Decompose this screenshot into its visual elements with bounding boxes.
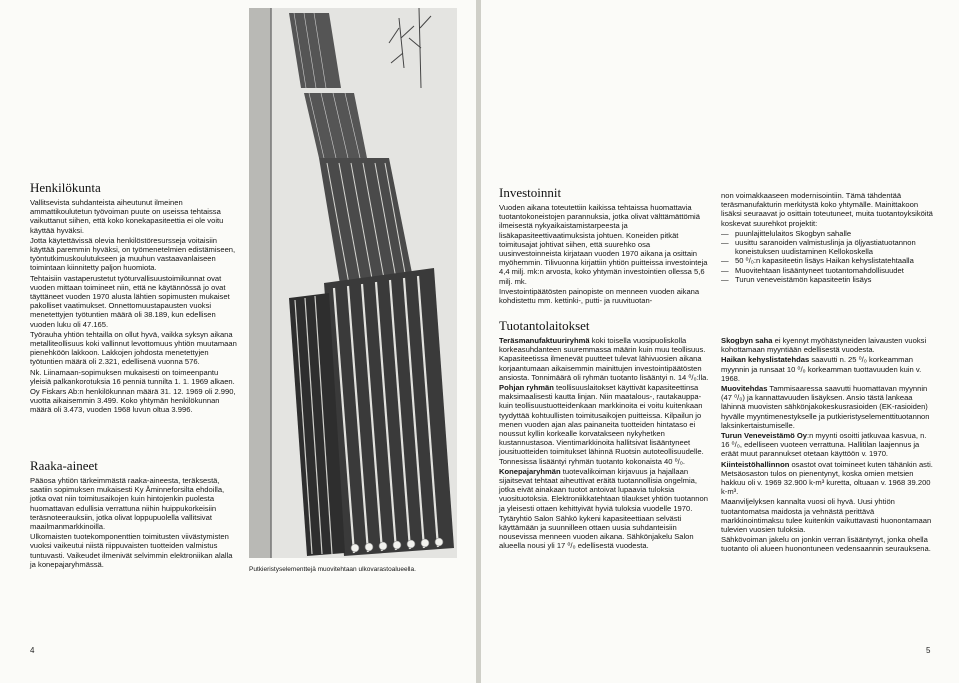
pipe-yard-photo xyxy=(249,8,457,558)
investoinnit-text-col-b xyxy=(721,191,936,284)
lead-term: Pohjan ryhmän xyxy=(499,383,554,393)
section-title-investoinnit: Investoinnit xyxy=(499,185,562,200)
lead-term: Skogbyn saha xyxy=(721,336,773,345)
paragraph xyxy=(721,431,936,459)
tuotantolaitokset-text-col-b xyxy=(721,336,936,555)
paragraph: Vallitsevista suhdanteista aiheutunut ilmeinen ammattikoulutetun työvoiman puute on useissa tehtaissa vaikuttanut siihen, että koko konekapasiteettia ei ole voitu käyttää hyväksi. xyxy=(30,198,224,235)
left-page xyxy=(0,0,477,683)
section-title-tuotantolaitokset: Tuotantolaitokset xyxy=(499,318,590,333)
investoinnit-text-col-a xyxy=(499,203,714,306)
paragraph-text: teollisuuslaitokset käyttivät kapasiteettinsa maksimaalisesti kautta linjan. Niin maatalous-, rautakauppa- kuin teollisuustuotteidenkaan markkinoita ei voitu kuitenkaan tyydyttää kohtuullisten toimitusaikojen puitteissa. Kilpailun jo menen vuoden ajan alas painaneita tuotteiden hintataso ei noussut kyllin korkealle korvatakseen nykyhetken kustannustasoa. Vientimarkkinoita hallitsivat lisääntyneet jousituotteiden toimitukset lähinnä Ruotsin autoteollisuudelle. Tonnesissa lisääntyi ryhmän tuotanto kokonaista 40 ⁰/₀. xyxy=(499,383,704,466)
paragraph: Jotta käytettävissä olevia henkilöstöresursseja voitaisiin käyttää paremmin hyväksi, on työmenetelmien edistämiseen, työntutkimuskoulutukseen ja muuhun vastaavanlaiseen toimintaan kiinnitetty paljon huomiota. xyxy=(30,235,236,273)
paragraph: Työrauha yhtiön tehtailla on ollut hyvä, vaikka syksyn aikana metalliteollisuus koki vallinnut levottomuus yhtiön muutamaan pienehköön lakkoon. Lakkojen johdosta menetettyjen työtuntien määrä oli 2.321, edellisenä vuonna 576. xyxy=(30,329,237,367)
photo-caption: Putkieristyselementtejä muovitehtaan ulkovarastoalueella. xyxy=(249,566,416,573)
paragraph: Pääosa yhtiön tärkeimmästä raaka-aineesta, teräksestä, saatiin sopimuksen mukaisesti Ky Åminneforsilta ehdoilla, jotka ovat niin toimitusaikojen kuin hintojenkin puolesta huomattavan edullisia verrattuna niihin huippukorkeisiin teräsnoteerauksiin, jotka olivat loppupuolella vallitsivat maailmanmarkkinoilla. xyxy=(30,476,225,532)
lead-term: Teräsmanufaktuuriryhmä xyxy=(499,336,590,345)
paragraph xyxy=(499,467,714,513)
paragraph xyxy=(499,514,714,551)
paragraph: Investointipäätösten painopiste on menneen vuoden aikana kohdistettu mm. kettinki-, putti- ja ruuvituotan- xyxy=(499,286,700,306)
page-number: 5 xyxy=(926,646,931,655)
paragraph-text: Sähkövoiman jakelu on jonkin verran lisääntynyt, jonka ohella tuotanto oli alueen huonontuneen vedensaannin seurauksena. xyxy=(721,535,931,554)
lead-term: Haikan kehyslistatehdas xyxy=(721,355,810,365)
henkilokunta-text xyxy=(30,198,240,416)
paragraph xyxy=(499,383,714,466)
paragraph-text: koki toisella vuosipuoliskolla korkeasuhdanteen suuremmassa määrin kuin muu teollisuus. Kapasiteetissa ilmenevät puutteet tulevat lähivuosien aikana korjaantumaan aikaisemmin mainittujen investointipäätösten ansiosta. Tonnimäärä oli ryhmän tuotanto lisääntyi n. 14 ⁰/₀:lla. xyxy=(499,336,709,382)
paragraph-text: ei kyennyt myöhästyneiden laivausten vuoksi kohottamaan myyntiään edellisestä vuodesta. xyxy=(721,336,927,355)
lead-term: Kiinteistöhallinnon xyxy=(721,459,790,469)
paragraph xyxy=(721,384,936,430)
paragraph-text: osastot ovat toimineet kuten tähänkin asti. Metsäosaston tulos on pienentynyt, koska omien metsien hakkuu oli v. 1969 32.900 k-m³ kuretta, oltuaan v. 1968 39.200 k-m³. xyxy=(721,459,933,497)
section-title-henkilokunta: Henkilökunta xyxy=(30,180,101,195)
raaka-aineet-text xyxy=(30,476,240,570)
paragraph xyxy=(721,460,936,497)
list-item: — puunlajittelulaitos Skogbyn sahalle xyxy=(721,229,936,238)
right-page xyxy=(481,0,959,683)
list-item: — uusittu saranoiden valmistuslinja ja öljyastiatuotannon koneistuksen uudistaminen Kellokoskella xyxy=(721,238,936,256)
paragraph xyxy=(721,497,936,534)
paragraph-text: :n myynti osoitti jatkuvaa kasvua, n. 16 ⁰/₀, edelliseen vuoteen verrattuna. Hallitilan laajennus ja eräät muut parannukset otetaan käyttöön v. 1970. xyxy=(721,431,927,459)
tuotantolaitokset-text-col-a xyxy=(499,336,714,552)
list-item: — Turun veneveistämön kapasiteetin lisäys xyxy=(721,275,936,284)
photo-illustration xyxy=(249,8,457,558)
lead-term: Muovitehdas xyxy=(721,384,768,394)
paragraph: Vuoden aikana toteutettiin kaikissa tehtaissa huomattavia tuotantokoneistojen parannuksia, jotka olivat välttämättömiä ilmeisestä nykyaikaistamistarpeesta ja lisäkapasiteettivaatimuksista johtuen. Koneiden pitkät toimitusajat johtivat siihen, että suurehko osa uusinvestoinneista kirjataan vuoden 1970 aikana ja osittain myöhemmin. Tilivuonna kirjattiin yhtiön puitteissa investointeja 4,4 milj. mk:n arvosta, koko yhtymän investointien ollessa 5,6 milj. mk. xyxy=(499,203,708,286)
paragraph-text: Tytäryhtiö Salon Sähkö kykeni kapasiteettiaan selvästi käyttämään ja suunnilleen ottaen uusia suhdanteisiin nousevissa menneen vuoden aikana. Sähkönjakelu Salon alueella nousi yli 17 ⁰/₀ edellisestä vuodesta. xyxy=(499,513,694,551)
paragraph xyxy=(499,336,714,382)
project-list xyxy=(721,229,936,284)
lead-term: Turun Veneveistämö Oy xyxy=(721,431,807,441)
paragraph: Nk. Liinamaan-sopimuksen mukaisesti on toimeenpantu yleisiä palkankorotuksia 16 penniä tunnilta 1. 1. 1969 alkaen. xyxy=(30,367,235,386)
lead-term: Konepajaryhmän xyxy=(499,466,561,476)
section-title-raaka-aineet: Raaka-aineet xyxy=(30,458,98,473)
list-item: — 50 ⁰/₀:n kapasiteetin lisäys Haikan kehyslistatehtaalla xyxy=(721,256,936,265)
paragraph xyxy=(721,535,936,553)
paragraph-text: tuotevalikoiman kirjavuus ja hajallaan sijaitsevat tehtaat aiheuttivat eräitä tuotannollisia ongelmia, jotka eivät ainakaan tuotot antoivat lupaavia tuloksia vuosituotoksia. Elektroniikkatehtaan tilaukset yhtiön tuotannon ja yleisesti ottaen kehittyivät hyviä tuloksia vuodelle 1970. xyxy=(499,466,708,513)
paragraph-text: Maanviljelyksen kannalta vuosi oli hyvä. Uusi yhtiön tuotantomatsa maidosta ja vehnästä perittävä markkinointimaksu tulee kuitenkin vaikuttavasti huonontamaan tulevien vuosien tuloksia. xyxy=(721,497,932,535)
paragraph: non voimakkaaseen modernisointiin. Tämä tähdentää teräsmanufakturin merkitystä koko yhtymälle. Mainittakoon lisäksi seuraavat jo osittain toteutuneet, muita tuotantoyksiköitä koskevat suurehkot projektit: xyxy=(721,191,933,228)
paragraph: Tehtaisiin vastaperustetut työturvallisuustoimikunnat ovat vuoden mittaan toimineet niin, että ne käytännössä jo ovat täyttäneet vuoden 1970 alusta lähtien sopimusten mukaiset pakolliset vaatimukset. Onnettomuustapausten vuoksi menetettyjen työtuntien määrä oli 38.189, kun edellisen vuoden luku oli 47.165. xyxy=(30,273,230,329)
paragraph-text: Tammisaaressa saavutti huomattavan myynnin (47 ⁰/₀) ja kannattavuuden lisäyksen. Ansio tästä lankeaa lähinnä muovisten sähkönjakokeskusrasioiden (EK-rasioiden) hyvälle myyntimenestykselle ja putkieristyselementtituotannon laksinkertaistumiselle. xyxy=(721,384,930,430)
paragraph: Oy Fiskars Ab:n henkilökunnan määrä 31. 12. 1969 oli 2.990, vuotta aikaisemmin 3.499. Koko yhtymän henkilökunnan määrä oli 3.473, vuoden 1968 luvun oltua 3.996. xyxy=(30,387,236,415)
paragraph xyxy=(721,355,936,383)
paragraph-text: saavutti n. 25 ⁰/₀ korkeamman myynnin ja runsaat 10 ⁰/₀ korkeamman tuottavuuden kuin v. 1968. xyxy=(721,355,922,383)
paragraph: Ulkomaisten tuotekomponenttien toimitusten viivästymisten vuoksi vaikeutui niistä riippuvaisten tuotteiden valmistus tuntuvasti. Vaikeudet ilmenivät selvimmin elektroniikan alalla ja konepajaryhmässä. xyxy=(30,532,233,569)
list-item: — Muovitehtaan lisääntyneet tuotantomahdollisuudet xyxy=(721,266,936,275)
page-number: 4 xyxy=(30,646,35,655)
paragraph xyxy=(721,336,936,354)
